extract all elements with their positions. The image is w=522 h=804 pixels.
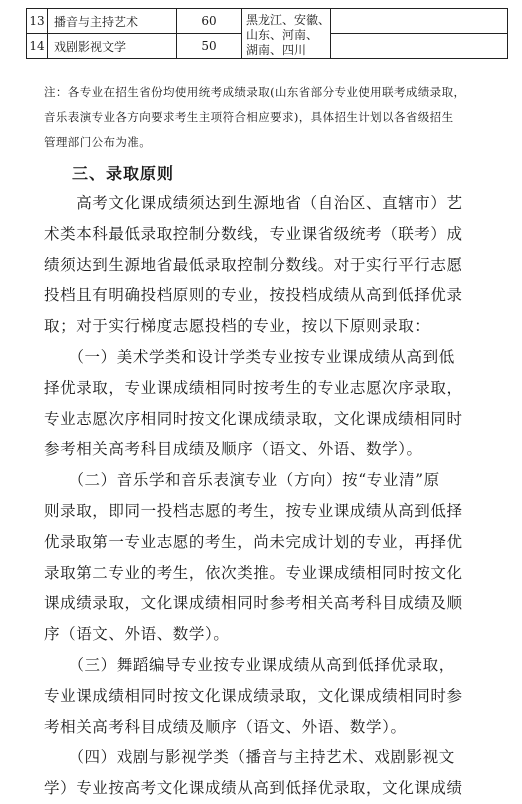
- text-line: 序（语文、外语、数学）。: [44, 625, 230, 644]
- province-line: 湖南、四川: [246, 43, 307, 57]
- table-row: [27, 9, 508, 34]
- plan-count: 50: [177, 34, 242, 59]
- text-line: 优录取第一专业志愿的考生，尚未完成计划的专业，再择优: [44, 532, 463, 551]
- plan-count: 60: [177, 9, 242, 34]
- text-line: 投档且有明确投档原则的专业，按投档成绩从高到低择优录: [44, 286, 463, 305]
- text-line: 绩须达到生源地省最低录取控制分数线。对于实行平行志愿: [44, 255, 463, 274]
- note-line: 管理部门公布为准。: [44, 135, 152, 149]
- table-note: [44, 80, 490, 155]
- province-line: 山东、河南、: [246, 28, 319, 42]
- empty-cell: [331, 9, 508, 34]
- text-line: 参考相关高考科目成绩及顺序（语文、外语、数学）。: [44, 440, 423, 459]
- province-line: 黑龙江、安徽、: [246, 13, 331, 27]
- text-line: 取；对于实行梯度志愿投档的专业，按以下原则录取：: [44, 317, 431, 336]
- paragraph-drama: [44, 742, 490, 804]
- province-cell: [242, 9, 331, 59]
- row-number: 13: [27, 9, 48, 34]
- text-line: （四）戏剧与影视学类（播音与主持艺术、戏剧影视文: [44, 748, 455, 767]
- text-line: 专业课成绩相同时按文化课成绩录取，文化课成绩相同时参: [44, 686, 463, 705]
- empty-cell: [331, 34, 508, 59]
- text-line: 术类本科最低录取控制分数线，专业课省级统考（联考）成: [44, 224, 463, 243]
- text-line: （一）美术学类和设计学类专业按专业课成绩从高到低: [44, 347, 455, 366]
- text-line: 学）专业按高考文化课成绩从高到低择优录取，文化课成绩: [44, 779, 463, 798]
- text-line: 课成绩录取，文化课成绩相同时参考相关高考科目成绩及顺: [44, 594, 463, 613]
- text-line: （二）音乐学和音乐表演专业（方向）按“专业清”原: [44, 471, 440, 490]
- body-text: [44, 188, 490, 804]
- section-heading: 三、录取原则: [72, 164, 175, 183]
- note-line: 注：各专业在招生省份均使用统考成绩录取(山东省部分专业使用联考成绩录取，: [44, 85, 466, 99]
- text-line: 则录取，即同一投档志愿的考生，按专业课成绩从高到低择: [44, 501, 463, 520]
- text-line: （三）舞蹈编导专业按专业课成绩从高到低择优录取，: [44, 655, 455, 674]
- paragraph-intro: [44, 188, 490, 342]
- text-line: 择优录取，专业课成绩相同时按考生的专业志愿次序录取，: [44, 378, 463, 397]
- text-line: 专业志愿次序相同时按文化课成绩录取，文化课成绩相同时: [44, 409, 463, 428]
- paragraph-dance: [44, 650, 490, 742]
- text-line: 录取第二专业的考生，依次类推。专业课成绩相同时按文化: [44, 563, 463, 582]
- admission-table: [26, 8, 508, 59]
- paragraph-music: [44, 465, 490, 650]
- major-name: 戏剧影视文学: [48, 34, 177, 59]
- row-number: 14: [27, 34, 48, 59]
- paragraph-art-design: [44, 342, 490, 465]
- text-line: 高考文化课成绩须达到生源地省（自治区、直辖市）艺: [44, 194, 463, 212]
- text-line: 考相关高考科目成绩及顺序（语文、外语、数学）。: [44, 717, 407, 736]
- note-line: 音乐表演专业各方向要求考生主项符合相应要求)，具体招生计划以各省级招生: [44, 110, 454, 124]
- major-name: 播音与主持艺术: [48, 9, 177, 34]
